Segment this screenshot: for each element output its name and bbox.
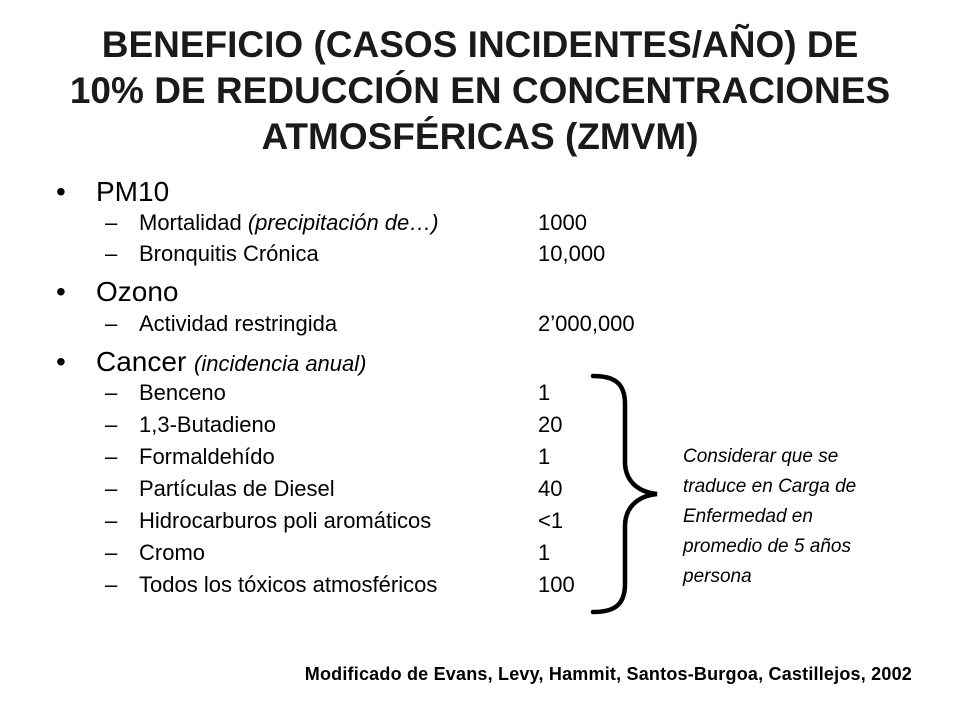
item-value: 40 [538, 476, 563, 501]
item-name: Cromo [139, 540, 206, 565]
item-value: 1 [538, 444, 551, 469]
dash-marker: – [105, 241, 118, 266]
list-item [105, 311, 338, 337]
note-line: Enfermedad en [683, 506, 813, 527]
right-brace [585, 370, 665, 620]
dash-marker: – [105, 508, 118, 533]
dash-marker: – [105, 476, 118, 501]
note-line: promedio de 5 años [683, 536, 851, 557]
item-name: Benceno [139, 380, 226, 405]
list-item [105, 412, 276, 438]
title-line-2: 10% DE REDUCCIÓN EN CONCENTRACIONES [69, 70, 891, 111]
item-value: 1 [538, 380, 551, 405]
item-name: Formaldehído [139, 444, 275, 469]
note-line: traduce en Carga de [683, 476, 857, 497]
item-value: 1 [538, 540, 551, 565]
bullet-pm10 [56, 176, 170, 208]
item-value: 1000 [538, 210, 587, 235]
list-item [105, 241, 319, 267]
item-note: (precipitación de…) [247, 210, 439, 235]
dash-marker: – [105, 540, 118, 565]
item-value: <1 [538, 508, 564, 533]
title-line-3: ATMOSFÉRICAS (ZMVM) [261, 116, 699, 157]
item-name: Partículas de Diesel [139, 476, 335, 501]
note-line: Considerar que se [683, 446, 839, 467]
item-value: 10,000 [538, 241, 606, 266]
dash-marker: – [105, 210, 118, 235]
item-value: 2’000,000 [538, 311, 635, 336]
title-line-1: BENEFICIO (CASOS INCIDENTES/AÑO) DE [101, 24, 859, 65]
dash-marker: – [105, 572, 118, 597]
item-name: Bronquitis Crónica [139, 241, 319, 266]
dash-marker: – [105, 311, 118, 336]
list-item [105, 572, 438, 598]
list-item [105, 476, 335, 502]
list-item [105, 444, 275, 470]
source-citation: Modificado de Evans, Levy, Hammit, Santos-Burgoa, Castillejos, 2002 [304, 664, 912, 684]
side-note [683, 442, 918, 592]
brace-path [593, 376, 657, 612]
bullet-dot: • [56, 276, 66, 307]
list-item [105, 210, 439, 236]
item-name: 1,3-Butadieno [139, 412, 276, 437]
dash-marker: – [105, 380, 118, 405]
dash-marker: – [105, 412, 118, 437]
bullet-label: PM10 [96, 176, 170, 207]
dash-marker: – [105, 444, 118, 469]
bullet-label: Cancer [96, 346, 187, 377]
bullet-ozono [56, 276, 179, 308]
item-value: 100 [538, 572, 575, 597]
list-item [105, 508, 432, 534]
bullet-label: Ozono [96, 276, 179, 307]
slide-title [0, 22, 960, 160]
bullet-label-note: (incidencia anual) [194, 351, 367, 376]
note-line: persona [683, 566, 752, 587]
item-value: 20 [538, 412, 563, 437]
item-name: Hidrocarburos poli aromáticos [139, 508, 432, 533]
bullet-cancer [56, 346, 367, 380]
list-item [105, 540, 206, 566]
item-name: Todos los tóxicos atmosféricos [139, 572, 438, 597]
list-item [105, 380, 226, 406]
item-name: Mortalidad [139, 210, 242, 235]
bullet-dot: • [56, 346, 66, 377]
item-name: Actividad restringida [139, 311, 338, 336]
bullet-dot: • [56, 176, 66, 207]
